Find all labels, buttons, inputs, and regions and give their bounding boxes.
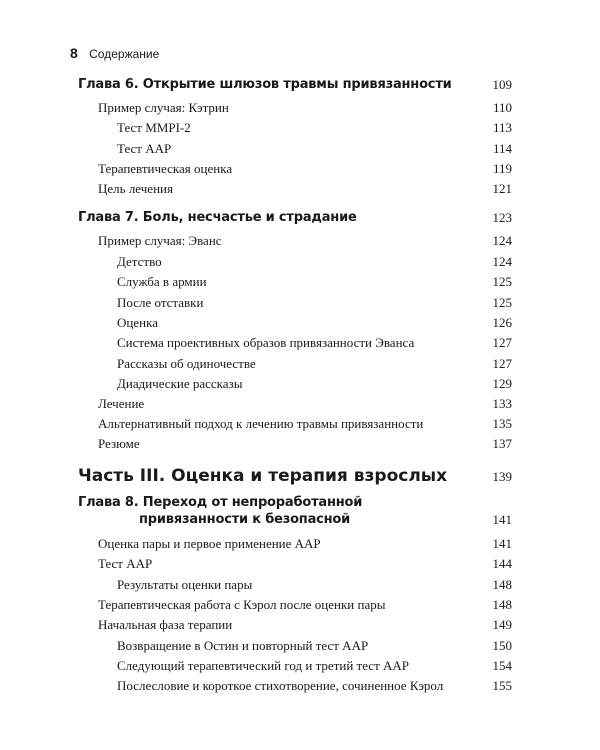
toc-entry-title: Тест ААР [98,556,153,571]
toc-entry-title: Детство [117,254,162,269]
toc-entry-page: 127 [492,335,512,350]
toc-entry-page: 113 [492,120,512,135]
toc-entry-title: Диадические рассказы [117,376,243,391]
toc-entry-page: 129 [492,376,512,391]
running-head [70,45,159,61]
toc-entry-page: 141 [492,536,512,551]
toc-entry-page: 148 [492,597,512,612]
toc-chapter-6[interactable] [0,77,600,97]
toc-entry-title: Лечение [98,396,145,411]
toc-entry-page: 149 [492,617,512,632]
toc-entry[interactable] [0,638,600,658]
toc-entry[interactable] [0,356,600,376]
toc-entry-page: 125 [492,274,512,289]
toc-entry[interactable] [0,161,600,181]
toc-entry-title: Глава 7. Боль, несчастье и страдание [78,210,357,225]
toc-entry-title: Послесловие и короткое стихотворение, сочиненное Кэрол [117,678,444,693]
toc-entry-page: 137 [492,436,512,451]
toc-entry-title: Следующий терапевтический год и третий тест ААР [117,658,410,673]
toc-entry-title: Терапевтическая оценка [98,161,233,176]
toc-entry[interactable] [0,436,600,456]
toc-chapter-8-continued[interactable] [0,512,600,532]
toc-entry-title: Возвращение в Остин и повторный тест ААР [117,638,369,653]
toc-entry[interactable] [0,335,600,355]
toc-entry-page: 124 [492,233,512,248]
toc-entry-page: 119 [492,161,512,176]
toc-entry-title: Результаты оценки пары [117,577,253,592]
toc-entry[interactable] [0,416,600,436]
toc-entry[interactable] [0,577,600,597]
toc-entry-page: 124 [492,254,512,269]
toc-entry-page: 141 [492,512,512,527]
toc-entry[interactable] [0,141,600,161]
toc-entry[interactable] [0,274,600,294]
toc-entry[interactable] [0,597,600,617]
toc-part-3[interactable] [0,466,600,486]
toc-entry[interactable] [0,181,600,201]
toc-entry-title: После отставки [117,295,204,310]
toc-entry-page: 126 [492,315,512,330]
toc-entry-title: Начальная фаза терапии [98,617,233,632]
toc-entry-title: Тест MMPI-2 [117,120,191,135]
toc-entry-title: Служба в армии [117,274,207,289]
toc-entry-page: 144 [492,556,512,571]
toc-entry[interactable] [0,396,600,416]
toc-entry[interactable] [0,100,600,120]
toc-entry[interactable] [0,556,600,576]
toc-entry-page: 133 [492,396,512,411]
toc-entry-title: Оценка [117,315,158,330]
toc-chapter-7[interactable] [0,210,600,230]
toc-entry[interactable] [0,617,600,637]
toc-entry-page: 135 [492,416,512,431]
toc-entry-page: 139 [492,469,512,484]
toc-entry[interactable] [0,120,600,140]
toc-entry[interactable] [0,295,600,315]
toc-entry-title: Пример случая: Эванс [98,233,222,248]
toc-entry[interactable] [0,658,600,678]
toc-entry-title: Терапевтическая работа с Кэрол после оценки пары [98,597,386,612]
toc-entry-page: 114 [492,141,512,156]
toc-entry-page: 154 [492,658,512,673]
toc-entry-page: 125 [492,295,512,310]
toc-entry-title: Резюме [98,436,140,451]
running-title: Содержание [89,47,160,61]
toc-entry-title: Альтернативный подход к лечению травмы привязанности [98,416,424,431]
toc-entry-page: 110 [492,100,512,115]
toc-entry-page: 150 [492,638,512,653]
toc-entry-page: 127 [492,356,512,371]
toc-entry-title: Тест ААР [117,141,172,156]
toc-entry[interactable] [0,254,600,274]
toc-entry-page: 148 [492,577,512,592]
toc-entry-title: Пример случая: Кэтрин [98,100,229,115]
toc-entry-title: Часть III. Оценка и терапия взрослых [78,466,448,486]
toc-entry-page: 109 [492,77,512,92]
toc-entry-title: привязанности к безопасной [139,512,351,527]
toc-entry[interactable] [0,315,600,335]
toc-entry-page: 123 [492,210,512,225]
toc-entry[interactable] [0,536,600,556]
page-number: 8 [70,45,78,61]
toc-entry[interactable] [0,678,600,698]
toc-entry-page: 155 [492,678,512,693]
toc-entry[interactable] [0,233,600,253]
toc-entry-title: Глава 8. Переход от непроработанной [78,495,363,510]
toc-entry-title: Оценка пары и первое применение ААР [98,536,321,551]
toc-entry-page: 121 [492,181,512,196]
toc-entry[interactable] [0,376,600,396]
toc-entry-title: Глава 6. Открытие шлюзов травмы привязанности [78,77,452,92]
toc-entry-title: Цель лечения [98,181,173,196]
toc-entry-title: Рассказы об одиночестве [117,356,256,371]
toc-entry-title: Система проективных образов привязанности Эванса [117,335,415,350]
